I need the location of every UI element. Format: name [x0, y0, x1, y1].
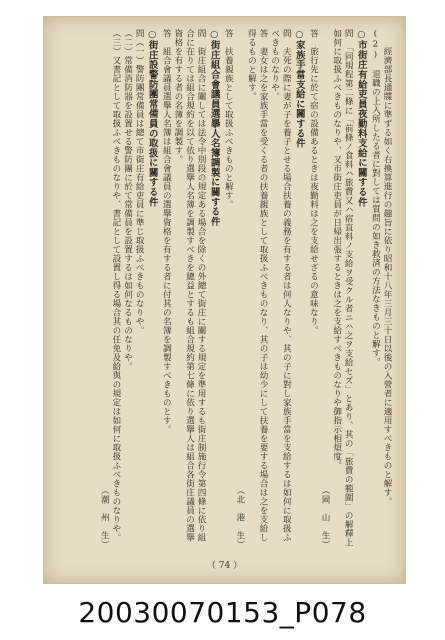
section-heading: ○家族手當支給に關する件	[293, 29, 305, 149]
text-paragraph: 答 妻女は之を家族手當を受くる者の扶養親族として取扱ふべきものなり、其の子は幼少にして扶養を要する場合は之を支給し得るものと解す。	[246, 29, 269, 542]
text-paragraph: （三）又書記として取扱ふべきものなりや、書記として設置し得る場合其の任免及給與の規定は如何に取扱ふべきものなりや。	[110, 29, 121, 542]
text-paragraph: 問 夫死の際に妻が子を養子とせる場合扶養の義務を有する者は何人なりや、其の子に對し家族手當を支給するは如何に取扱ふべきものなりや。	[269, 29, 292, 542]
text-paragraph: 答 扶養親族として取扱ふべきものと解す。	[223, 29, 234, 209]
image-id-caption: 20030070153_P078	[78, 596, 367, 629]
text-paragraph: 問（一）警防團常備員は總て市街庄有給吏員に準じ取扱ふべきものなりや。	[134, 29, 145, 335]
vertical-text-area	[60, 29, 392, 549]
text-paragraph: 答 旅行先に於て宿の設備あるときは夜勤料は之を支給せざるの意味なり。	[308, 29, 319, 335]
text-paragraph: （二）常備消防器を設置せる警防團に於て常備員を設置するは如何なるものなりや。	[122, 29, 133, 371]
section-heading: ○市街庄有給吏員夜勤料支給に關する件	[355, 29, 367, 207]
author-attribution: （潮 州 生）	[99, 486, 110, 549]
section-heading: ○街庄設警防團常備員の取扱に關する件	[146, 29, 158, 207]
text-paragraph: 答 組合會議員選擧人名簿は組合會議員の選擧資格を有する者に付其の名簿を調製すべきものとす。	[161, 29, 172, 434]
page-number: （ 74 ）	[206, 561, 243, 571]
book-page	[43, 16, 406, 584]
section-heading: ○街庄組合會議員選擧人名簿調製に關する件	[208, 29, 220, 227]
text-paragraph: 問 街庄組合に關しては法令中別段の規定ある場合を除くの外總て街庄に關する規定を準用するも街庄制施行令第四條に依り組合に在りては組合規約を以て依り選擧人名簿を調製すべきを總益とするも組合規約第七條に依り選擧人は組合各街庄議員の選擧資格を有する者の名簿を調製す。	[172, 29, 207, 542]
text-paragraph: (2) 退職の上入所したる者に對しては質問の如き救済の方法なきものと解す。	[370, 29, 381, 367]
text-paragraph: 經濟部長通牒に準ずる如く右換算進行の趣旨に依り昭和十八年三月三十日以後の入營者に適用すべきものと解す。	[382, 29, 392, 506]
author-attribution: （岡 山 生）	[320, 486, 331, 549]
text-paragraph: 問 「同規程第二條に「前條ノ食料ハ旅費又ハ宿直料ノ支給ヲ受クル者ニハ之ヲ支給セズ」とあり、其の「旅費の範圍」の解釋上如何に取扱ふべきものなりや、又市街庄吏員が日帰出張するときは之を支給すべきものなりや御指示相煩度。	[331, 29, 354, 547]
author-attribution: （北 港 生）	[234, 486, 245, 549]
